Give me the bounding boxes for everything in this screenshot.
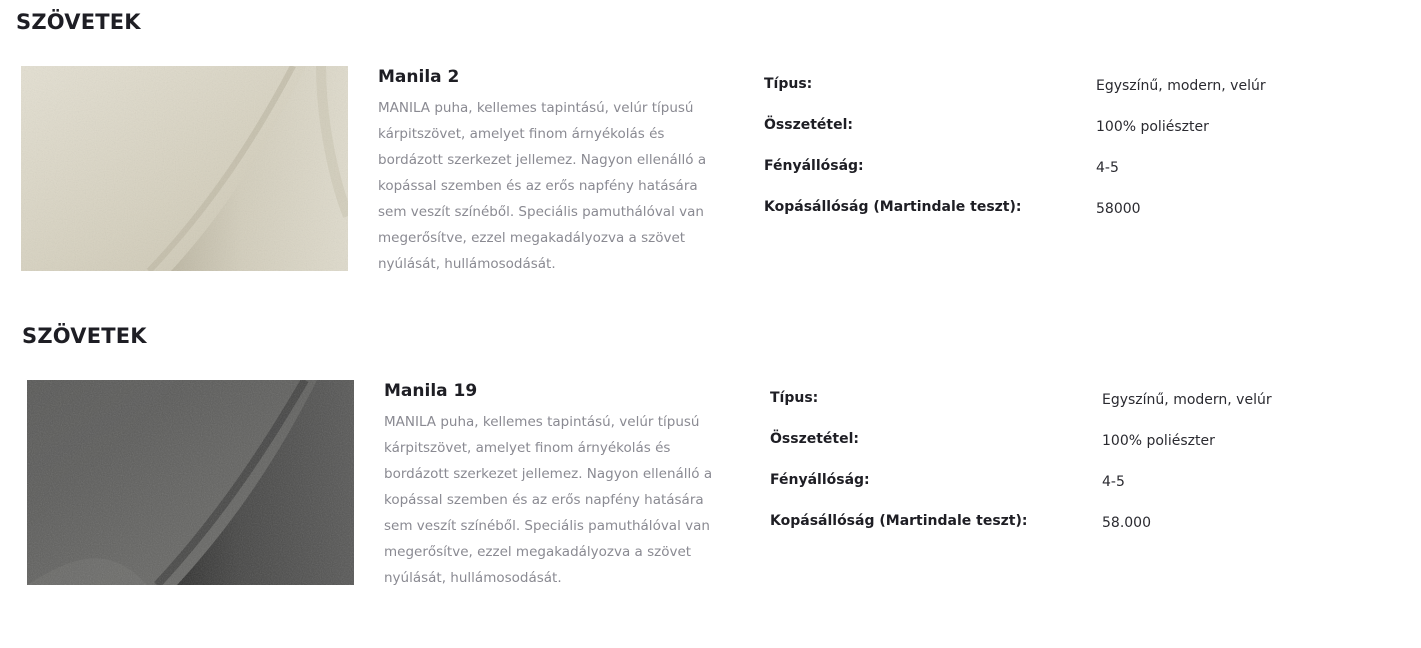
- spec-label: Típus:: [770, 390, 819, 406]
- fabric-name: Manila 2: [378, 67, 460, 87]
- section-title: SZÖVETEK: [22, 324, 147, 348]
- spec-value: 100% poliészter: [1096, 119, 1209, 135]
- spec-value: 58.000: [1102, 515, 1151, 531]
- spec-label: Összetétel:: [770, 431, 859, 447]
- spec-label: Fényállóság:: [764, 158, 864, 174]
- fabric-swatch-image[interactable]: [21, 66, 348, 271]
- spec-label: Összetétel:: [764, 117, 853, 133]
- spec-label: Fényállóság:: [770, 472, 870, 488]
- spec-label: Típus:: [764, 76, 813, 92]
- fabric-swatch-graphic: [27, 380, 354, 585]
- spec-label: Kopásállóság (Martindale teszt):: [770, 513, 1028, 529]
- fabric-swatch-image[interactable]: [27, 380, 354, 585]
- spec-label: Kopásállóság (Martindale teszt):: [764, 199, 1022, 215]
- spec-value: 100% poliészter: [1102, 433, 1215, 449]
- fabric-description: MANILA puha, kellemes tapintású, velúr típusú kárpitszövet, amelyet finom árnyékolás és bordázott szerkezet jellemez. Nagyon ellenálló a kopással szemben és az erős napfény hatására sem veszít színéből. Speciális pamuthálóval van megerősítve, ezzel megakadályozva a szövet nyúlását, hullámosodását.: [384, 414, 713, 586]
- spec-value: 4-5: [1102, 474, 1125, 490]
- fabric-swatch-graphic: [21, 66, 348, 271]
- section-title: SZÖVETEK: [16, 10, 141, 34]
- spec-value: 58000: [1096, 201, 1141, 217]
- spec-value: Egyszínű, modern, velúr: [1096, 78, 1266, 94]
- spec-value: 4-5: [1096, 160, 1119, 176]
- fabric-description: MANILA puha, kellemes tapintású, velúr típusú kárpitszövet, amelyet finom árnyékolás és bordázott szerkezet jellemez. Nagyon ellenálló a kopással szemben és az erős napfény hatására sem veszít színéből. Speciális pamuthálóval van megerősítve, ezzel megakadályozva a szövet nyúlását, hullámosodását.: [378, 100, 707, 272]
- fabric-name: Manila 19: [384, 381, 478, 401]
- spec-value: Egyszínű, modern, velúr: [1102, 392, 1272, 408]
